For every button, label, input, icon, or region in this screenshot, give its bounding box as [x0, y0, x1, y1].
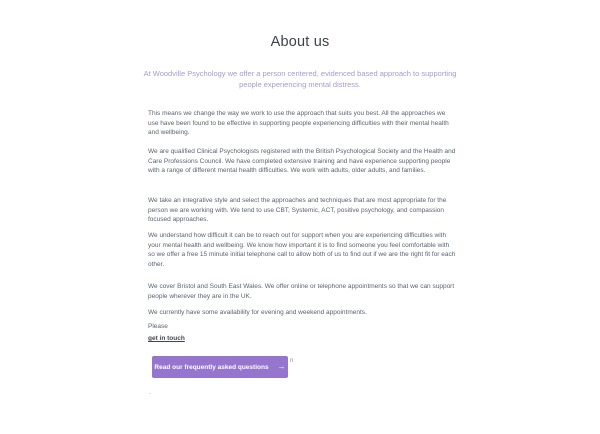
paragraph-integrative-style: We take an integrative style and select the approaches and techniques that are most appropriate for the person we are working with. We tend to use CBT, Systemic, ACT, positive psychology, and compassion focused approaches.	[148, 197, 447, 223]
footnote-dot: .	[149, 387, 152, 396]
text-fragment: n	[290, 358, 294, 364]
get-in-touch-link[interactable]: get in touch	[148, 335, 185, 342]
paragraph-coverage: We cover Bristol and South East Wales. We offer online or telephone appointments so that we can support people wherever they are in the UK.	[148, 283, 455, 300]
page-title: About us	[270, 34, 330, 50]
paragraph-qualifications: We are qualified Clinical Psychologists registered with the British Psychological Society and the Health and Care Professions Council. We have completed extensive training and have experience supporting people with a range of different mental health difficulties. We work with adults, older adults, and families.	[148, 148, 456, 174]
faq-button[interactable]	[152, 356, 288, 378]
paragraph-approach: This means we change the way we work to use the approach that suits you best. All the approaches we use have been found to be effective in supporting people experiencing difficulties with their mental health and wellbeing.	[148, 110, 449, 136]
faq-button-label: Read our frequently asked questions	[154, 363, 269, 371]
paragraph-availability: We currently have some availability for evening and weekend appointments.	[148, 309, 367, 316]
page-subtitle: At Woodville Psychology we offer a person centered, evidenced based approach to supporting people experiencing mental distress.	[143, 69, 457, 89]
please-text: Please	[148, 323, 168, 330]
paragraph-free-call: We understand how difficult it can be to reach out for support when you are experiencing difficulties with your mental health and wellbeing. We know how important it is to find someone you feel comfortable with so we offer a free 15 minute initial telephone call to allow both of us to find out if we are the right fit for each other.	[148, 232, 456, 268]
arrow-right-icon: →	[277, 362, 286, 371]
